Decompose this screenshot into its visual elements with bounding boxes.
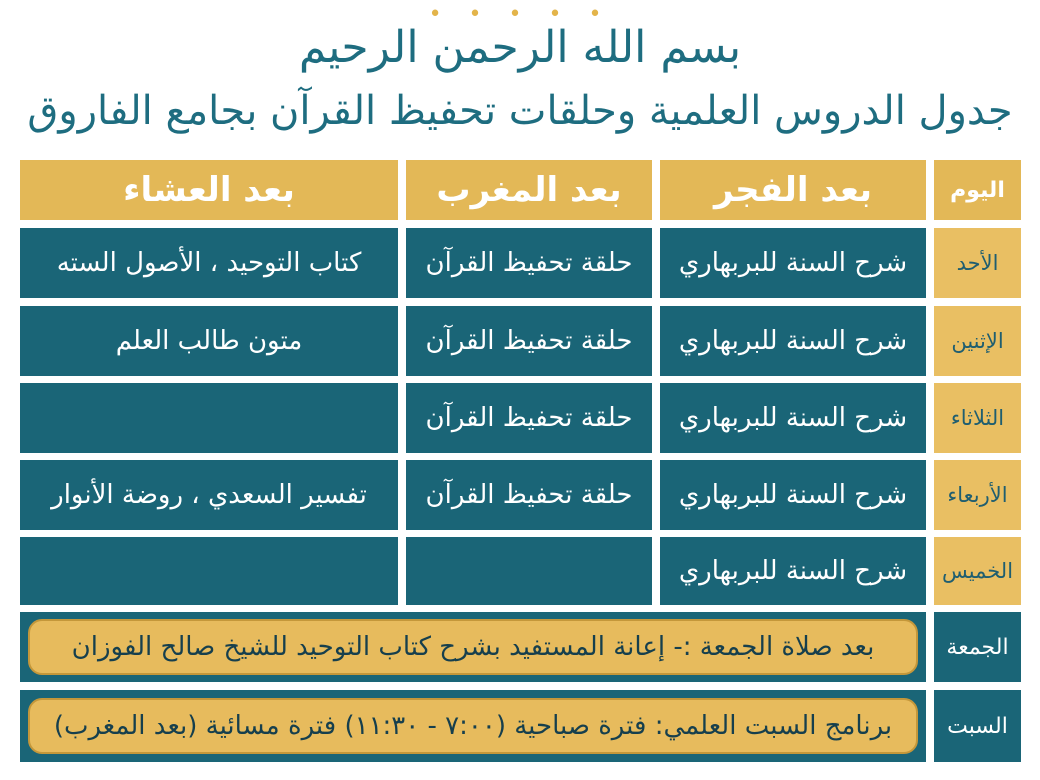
- isha-cell: كتاب التوحيد ، الأصول السته: [20, 228, 398, 298]
- saturday-day-cell: السبت: [934, 690, 1021, 762]
- basmala-text: بسم الله الرحمن الرحيم: [298, 22, 742, 73]
- isha-cell: تفسير السعدي ، روضة الأنوار: [20, 460, 398, 530]
- friday-text: بعد صلاة الجمعة :- إعانة المستفيد بشرح كتاب التوحيد للشيخ صالح الفوزان: [28, 619, 918, 675]
- fajr-cell: شرح السنة للبربهاري: [660, 228, 926, 298]
- day-cell: الخميس: [934, 537, 1021, 605]
- fajr-cell: شرح السنة للبربهاري: [660, 306, 926, 376]
- day-cell: الأربعاء: [934, 460, 1021, 530]
- fajr-cell: شرح السنة للبربهاري: [660, 537, 926, 605]
- basmala-ornament-dots: • • • • •: [428, 2, 612, 27]
- header-maghrib: بعد المغرب: [406, 160, 652, 220]
- friday-day-cell: الجمعة: [934, 612, 1021, 682]
- maghrib-cell: حلقة تحفيظ القرآن: [406, 306, 652, 376]
- basmala: [0, 2, 1040, 73]
- isha-cell: [20, 537, 398, 605]
- isha-cell: متون طالب العلم: [20, 306, 398, 376]
- page-title: جدول الدروس العلمية وحلقات تحفيظ القرآن بجامع الفاروق: [27, 88, 1013, 134]
- fajr-cell: شرح السنة للبربهاري: [660, 460, 926, 530]
- header-fajr: بعد الفجر: [660, 160, 926, 220]
- maghrib-cell: حلقة تحفيظ القرآن: [406, 383, 652, 453]
- isha-cell: [20, 383, 398, 453]
- maghrib-cell: [406, 537, 652, 605]
- saturday-text: برنامج السبت العلمي: فترة صباحية (٧:٠٠ - ١١:٣٠) فترة مسائية (بعد المغرب): [28, 698, 918, 754]
- day-cell: الثلاثاء: [934, 383, 1021, 453]
- maghrib-cell: حلقة تحفيظ القرآن: [406, 228, 652, 298]
- header-isha: بعد العشاء: [20, 160, 398, 220]
- maghrib-cell: حلقة تحفيظ القرآن: [406, 460, 652, 530]
- fajr-cell: شرح السنة للبربهاري: [660, 383, 926, 453]
- day-cell: الأحد: [934, 228, 1021, 298]
- friday-row: [20, 612, 926, 682]
- saturday-row: [20, 690, 926, 762]
- header-day: اليوم: [934, 160, 1021, 220]
- day-cell: الإثنين: [934, 306, 1021, 376]
